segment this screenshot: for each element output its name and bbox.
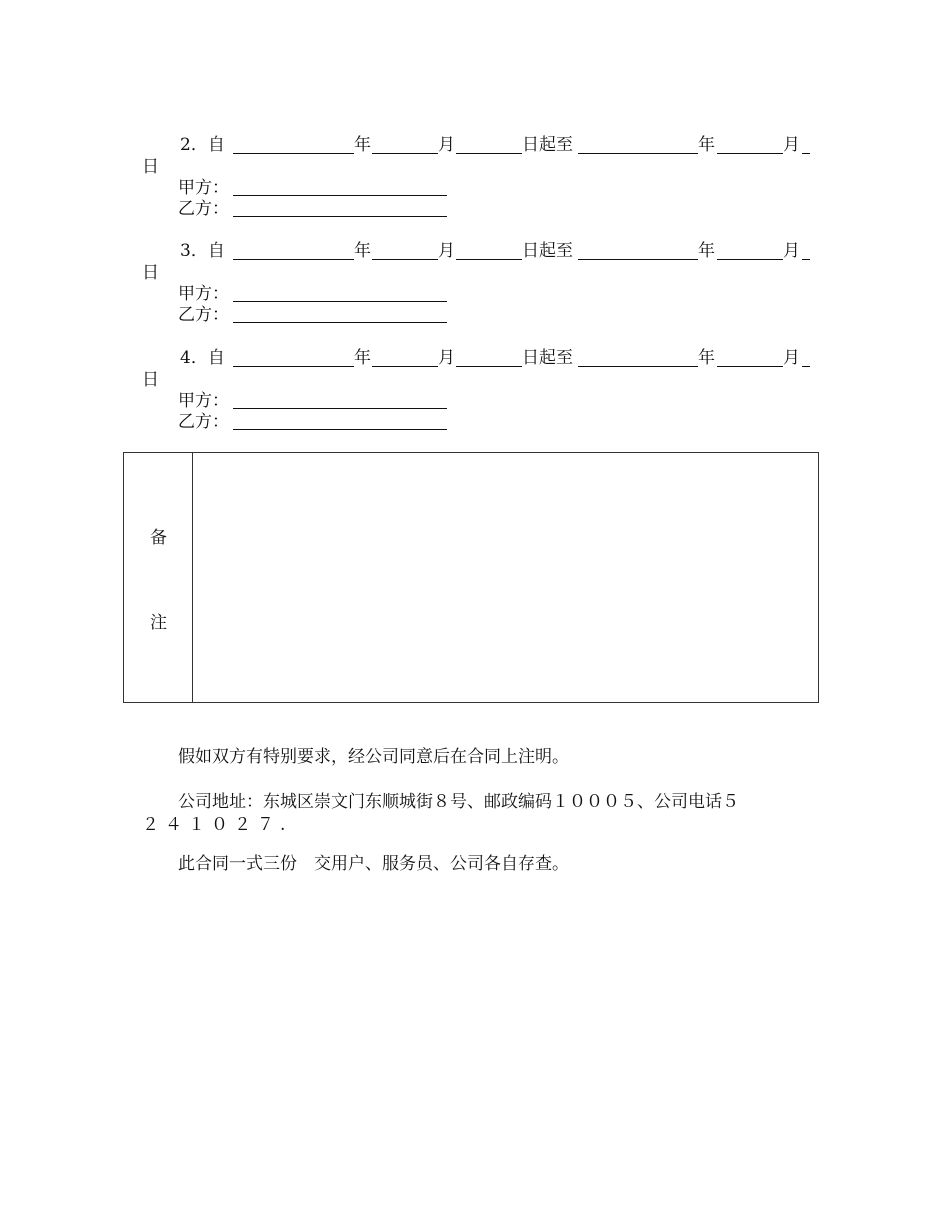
end-month-blank[interactable]	[717, 153, 783, 154]
party-a-blank[interactable]	[233, 408, 447, 409]
start-year-blank[interactable]	[233, 366, 354, 367]
party-b-signature	[178, 305, 229, 326]
year-label: 年	[354, 135, 371, 155]
period-date-line	[142, 134, 822, 156]
remarks-content-cell[interactable]	[193, 453, 818, 702]
period-number: 2．自	[180, 135, 225, 155]
party-b-blank[interactable]	[233, 322, 447, 323]
party-a-signature	[178, 178, 229, 199]
party-b-label: 乙方：	[178, 305, 229, 325]
end-month-blank[interactable]	[717, 259, 783, 260]
period-date-line	[142, 240, 822, 262]
end-day-blank[interactable]	[802, 153, 810, 154]
start-day-blank[interactable]	[456, 366, 522, 367]
period-number: 3．自	[180, 241, 225, 261]
month-label: 月	[438, 135, 455, 155]
month-label: 月	[783, 135, 800, 155]
remarks-label-cell	[124, 453, 193, 702]
day-end-label: 日	[142, 157, 159, 177]
month-label: 月	[438, 348, 455, 368]
remarks-table	[123, 452, 819, 703]
remarks-label-top: 备	[150, 528, 167, 548]
day-start-label: 日起至	[522, 135, 573, 155]
special-requirements-note: 假如双方有特别要求，经公司同意后在合同上注明。	[178, 747, 569, 767]
start-day-blank[interactable]	[456, 259, 522, 260]
party-a-signature	[178, 284, 229, 305]
company-address-note	[142, 791, 822, 837]
end-year-blank[interactable]	[578, 153, 698, 154]
day-end-label: 日	[142, 370, 159, 390]
period-block	[142, 240, 822, 325]
period-block	[142, 134, 822, 219]
start-day-blank[interactable]	[456, 153, 522, 154]
party-a-blank[interactable]	[233, 301, 447, 302]
party-b-blank[interactable]	[233, 429, 447, 430]
end-day-blank[interactable]	[802, 259, 810, 260]
day-end-label: 日	[142, 263, 159, 283]
year-label: 年	[698, 348, 715, 368]
end-year-blank[interactable]	[578, 366, 698, 367]
party-b-signature	[178, 199, 229, 220]
party-a-signature	[178, 391, 229, 412]
end-year-blank[interactable]	[578, 259, 698, 260]
month-label: 月	[438, 241, 455, 261]
year-label: 年	[698, 241, 715, 261]
start-month-blank[interactable]	[372, 153, 438, 154]
day-start-label: 日起至	[522, 241, 573, 261]
party-a-label: 甲方：	[178, 284, 229, 304]
month-label: 月	[783, 348, 800, 368]
party-a-label: 甲方：	[178, 391, 229, 411]
address-line-1: 公司地址：东城区崇文门东顺城街８号、邮政编码１０００５、公司电话５	[178, 792, 739, 812]
party-b-label: 乙方：	[178, 412, 229, 432]
party-a-blank[interactable]	[233, 195, 447, 196]
party-b-label: 乙方：	[178, 199, 229, 219]
end-month-blank[interactable]	[717, 366, 783, 367]
day-start-label: 日起至	[522, 348, 573, 368]
period-date-line	[142, 347, 822, 369]
start-month-blank[interactable]	[372, 366, 438, 367]
address-line-2: ２４１０２７.	[142, 815, 292, 835]
year-label: 年	[354, 348, 371, 368]
period-block	[142, 347, 822, 432]
year-label: 年	[698, 135, 715, 155]
year-label: 年	[354, 241, 371, 261]
copies-note: 此合同一式三份 交用户、服务员、公司各自存查。	[178, 854, 569, 874]
end-day-blank[interactable]	[802, 366, 810, 367]
start-year-blank[interactable]	[233, 259, 354, 260]
party-b-blank[interactable]	[233, 216, 447, 217]
remarks-label-bottom: 注	[150, 613, 167, 633]
month-label: 月	[783, 241, 800, 261]
party-a-label: 甲方：	[178, 178, 229, 198]
party-b-signature	[178, 412, 229, 433]
period-number: 4．自	[180, 348, 225, 368]
start-year-blank[interactable]	[233, 153, 354, 154]
start-month-blank[interactable]	[372, 259, 438, 260]
